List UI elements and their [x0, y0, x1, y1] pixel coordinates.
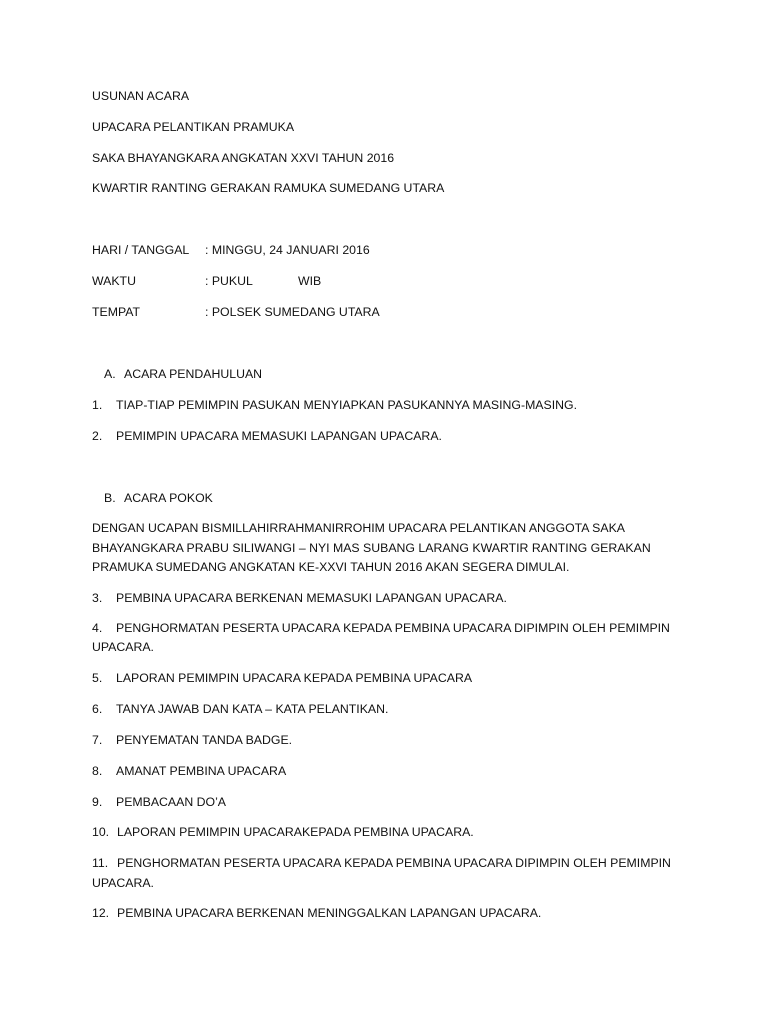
- info-time-row: [92, 274, 321, 289]
- section-b-intro-line-2: BHAYANGKARA PRABU SILIWANGI – NYI MAS SUBANG LARANG KWARTIR RANTING GERAKAN: [92, 541, 651, 555]
- list-item-number: 7.: [92, 733, 103, 747]
- list-item-text: PEMBINA UPACARA BERKENAN MEMASUKI LAPANGAN UPACARA.: [116, 591, 507, 605]
- list-item-text: PEMBACAAN DO’A: [116, 795, 227, 809]
- doc-title-line-1: USUNAN ACARA: [92, 89, 190, 103]
- list-item-number: 8.: [92, 764, 103, 778]
- section-b-intro-line-1: DENGAN UCAPAN BISMILLAHIRRAHMANIRROHIM UPACARA PELANTIKAN ANGGOTA SAKA: [92, 521, 625, 535]
- info-place-label: TEMPAT: [92, 305, 141, 319]
- list-item: [92, 429, 442, 444]
- list-item-number: 10.: [92, 825, 110, 839]
- list-item: [92, 671, 472, 686]
- list-item-number: 5.: [92, 671, 103, 685]
- list-item-number: 9.: [92, 795, 103, 809]
- section-a-title: ACARA PENDAHULUAN: [124, 367, 263, 381]
- info-place-row: [92, 305, 380, 320]
- list-item: [92, 398, 577, 413]
- info-date-label: HARI / TANGGAL: [92, 243, 190, 257]
- doc-title-line-4: KWARTIR RANTING GERAKAN RAMUKA SUMEDANG UTARA: [92, 181, 445, 195]
- list-item: [92, 702, 388, 717]
- list-item-continuation: UPACARA.: [92, 876, 154, 890]
- list-item: [92, 733, 292, 748]
- info-time-value: : PUKUL: [205, 274, 253, 288]
- list-item-text: LAPORAN PEMIMPIN UPACARA KEPADA PEMBINA UPACARA: [116, 671, 473, 685]
- list-item-number: 1.: [92, 398, 103, 412]
- list-item-continuation: UPACARA.: [92, 640, 154, 654]
- list-item-text: TANYA JAWAB DAN KATA – KATA PELANTIKAN.: [116, 702, 389, 716]
- section-b-heading: [104, 491, 213, 506]
- list-item-text: PENGHORMATAN PESERTA UPACARA KEPADA PEMBINA UPACARA DIPIMPIN OLEH PEMIMPIN: [117, 856, 671, 870]
- list-item-number: 3.: [92, 591, 103, 605]
- list-item-number: 11.: [92, 856, 109, 870]
- list-item: [92, 795, 226, 810]
- section-b-marker: B.: [104, 491, 116, 505]
- info-time-label: WAKTU: [92, 274, 136, 288]
- info-date-value: : MINGGU, 24 JANUARI 2016: [205, 243, 370, 257]
- section-b-title: ACARA POKOK: [124, 491, 213, 505]
- info-date-row: [92, 243, 370, 258]
- section-b-intro-line-3: PRAMUKA SUMEDANG ANGKATAN KE-XXVI TAHUN 2016 AKAN SEGERA DIMULAI.: [92, 560, 570, 574]
- list-item-number: 6.: [92, 702, 103, 716]
- section-a-heading: [104, 367, 262, 382]
- list-item-text: PENYEMATAN TANDA BADGE.: [116, 733, 293, 747]
- list-item: [92, 906, 541, 921]
- list-item: [92, 591, 507, 606]
- list-item: [92, 621, 670, 636]
- list-item-text: PEMBINA UPACARA BERKENAN MENINGGALKAN LAPANGAN UPACARA.: [117, 906, 542, 920]
- list-item-number: 4.: [92, 621, 103, 635]
- list-item-text: AMANAT PEMBINA UPACARA: [116, 764, 287, 778]
- list-item-number: 2.: [92, 429, 103, 443]
- doc-title-line-2: UPACARA PELANTIKAN PRAMUKA: [92, 120, 295, 134]
- list-item-text: PEMIMPIN UPACARA MEMASUKI LAPANGAN UPACARA.: [116, 429, 442, 443]
- list-item-text: LAPORAN PEMIMPIN UPACARAKEPADA PEMBINA UPACARA.: [117, 825, 474, 839]
- list-item-number: 12.: [92, 906, 110, 920]
- list-item: [92, 856, 671, 871]
- list-item: [92, 825, 474, 840]
- list-item-text: TIAP-TIAP PEMIMPIN PASUKAN MENYIAPKAN PASUKANNYA MASING-MASING.: [116, 398, 577, 412]
- list-item-text: PENGHORMATAN PESERTA UPACARA KEPADA PEMBINA UPACARA DIPIMPIN OLEH PEMIMPIN: [116, 621, 670, 635]
- info-place-value: : POLSEK SUMEDANG UTARA: [205, 305, 380, 319]
- section-a-marker: A.: [104, 367, 116, 381]
- info-time-zone: WIB: [298, 274, 322, 288]
- list-item: [92, 764, 286, 779]
- doc-title-line-3: SAKA BHAYANGKARA ANGKATAN XXVI TAHUN 2016: [92, 151, 395, 165]
